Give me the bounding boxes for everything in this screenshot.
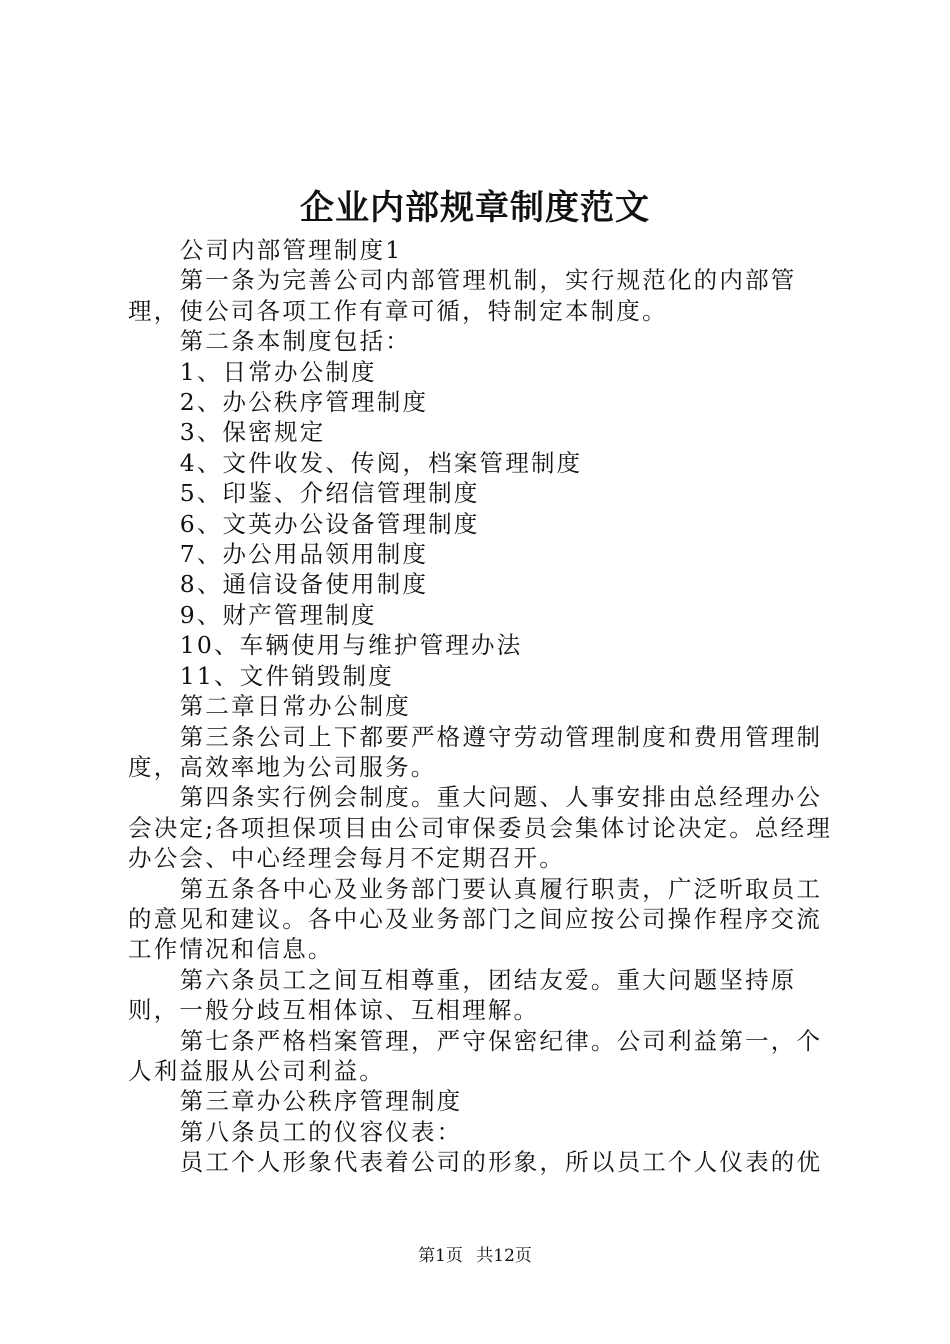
list-item: 4、文件收发、传阅，档案管理制度: [179, 448, 583, 477]
page-footer: [0, 1244, 950, 1268]
list-item: 9、财产管理制度: [179, 600, 377, 629]
chapter-heading: 第二章日常办公制度: [179, 692, 411, 721]
page-number: 第1页: [418, 1246, 463, 1266]
paragraph: 第五条各中心及业务部门要认真履行职责，广泛听取员工的意见和建议。各中心及业务部门之间应按公司操作程序交流工作情况和信息。: [128, 874, 823, 964]
list-item: 6、文英办公设备管理制度: [179, 509, 480, 538]
list-item: 10、车辆使用与维护管理办法: [179, 631, 523, 660]
paragraph: 第六条员工之间互相尊重，团结友爱。重大问题坚持原则，一般分歧互相体谅、互相理解。: [128, 965, 797, 1025]
list-item: 5、印鉴、介绍信管理制度: [179, 479, 480, 508]
chapter-heading: 第三章办公秩序管理制度: [179, 1087, 463, 1116]
document-body: [128, 235, 836, 1178]
list-item: 3、保密规定: [179, 418, 326, 447]
list-item: 11、文件销毁制度: [179, 661, 394, 690]
list-item: 8、通信设备使用制度: [179, 570, 429, 599]
document-title: 企业内部规章制度范文: [300, 188, 650, 228]
paragraph: 第三条公司上下都要严格遵守劳动管理制度和费用管理制度，高效率地为公司服务。: [128, 722, 823, 781]
list-item: 7、办公用品领用制度: [179, 540, 429, 569]
paragraph: 员工个人形象代表着公司的形象，所以员工个人仪表的优: [179, 1148, 823, 1177]
list-item: 1、日常办公制度: [179, 357, 377, 386]
paragraph: 第七条严格档案管理，严守保密纪律。公司利益第一，个人利益服从公司利益。: [128, 1026, 823, 1085]
paragraph: 公司内部管理制度1: [179, 236, 403, 264]
page-total: 共12页: [476, 1246, 532, 1266]
list-item: 2、办公秩序管理制度: [179, 388, 429, 417]
paragraph: 第一条为完善公司内部管理机制，实行规范化的内部管理，使公司各项工作有章可循，特制定本制度。: [128, 266, 797, 325]
paragraph: 第四条实行例会制度。重大问题、人事安排由总经理办公会决定;各项担保项目由公司审保委员会集体讨论决定。总经理办公会、中心经理会每月不定期召开。: [128, 783, 833, 873]
paragraph: 第八条员工的仪容仪表：: [179, 1117, 463, 1146]
paragraph: 第二条本制度包括：: [179, 327, 411, 356]
